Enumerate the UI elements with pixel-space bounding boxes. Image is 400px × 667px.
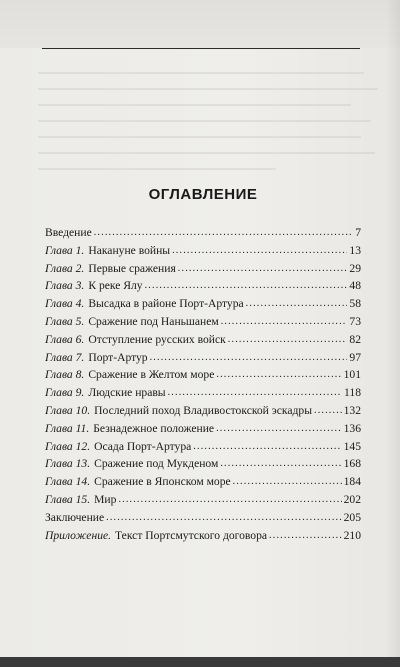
toc-entry-page: 48 — [349, 279, 361, 293]
toc-entry-label: Сражение под Наньшанем — [88, 314, 219, 328]
toc-entry-prefix: Глава 2. — [45, 261, 85, 275]
toc-entry-label: Людские нравы — [88, 386, 166, 400]
toc-entry-prefix: Глава 5. — [45, 314, 85, 328]
toc-leader-dots — [216, 420, 342, 438]
toc-leader-dots — [221, 313, 348, 331]
toc-entry[interactable] — [45, 492, 361, 510]
toc-entry[interactable] — [45, 296, 361, 314]
toc-entry[interactable] — [45, 243, 361, 261]
table-of-contents — [45, 186, 361, 545]
toc-entry-prefix: Глава 14. — [45, 475, 91, 489]
toc-entry-label: Текст Портсмутского договора — [115, 528, 268, 542]
toc-entry-label: Заключение — [45, 510, 105, 524]
toc-leader-dots — [145, 277, 348, 295]
toc-leader-dots — [233, 473, 342, 491]
toc-entry[interactable] — [45, 350, 361, 368]
toc-entry-page: 132 — [343, 403, 361, 417]
toc-entry[interactable] — [45, 528, 361, 546]
toc-entry-prefix: Глава 12. — [45, 439, 91, 453]
toc-entry-page: 29 — [349, 261, 361, 275]
toc-entry[interactable] — [45, 385, 361, 403]
toc-entry-page: 118 — [344, 386, 361, 400]
toc-entry[interactable] — [45, 456, 361, 474]
toc-entry-prefix: Глава 7. — [45, 350, 85, 364]
toc-entry[interactable] — [45, 510, 361, 528]
toc-entry-prefix: Глава 9. — [45, 386, 85, 400]
toc-entry[interactable] — [45, 314, 361, 332]
toc-entry-prefix: Глава 3. — [45, 279, 85, 293]
toc-entry[interactable] — [45, 474, 361, 492]
toc-entry-label: К реке Ялу — [88, 279, 143, 293]
toc-entry-prefix: Глава 4. — [45, 297, 85, 311]
toc-entry[interactable] — [45, 439, 361, 457]
toc-entry[interactable] — [45, 332, 361, 350]
toc-leader-dots — [269, 527, 342, 545]
toc-entry-label: Введение — [45, 226, 92, 239]
toc-entry-prefix: Глава 1. — [45, 243, 85, 257]
toc-entry-page: 184 — [343, 475, 361, 489]
page-bottom-edge — [0, 657, 400, 667]
toc-list — [45, 225, 361, 545]
toc-entry[interactable] — [45, 278, 361, 296]
toc-entry-prefix: Глава 11. — [45, 421, 90, 435]
toc-entry[interactable] — [45, 261, 361, 279]
toc-entry-label: Безнадежное положение — [93, 421, 215, 435]
toc-entry-page: 205 — [343, 510, 361, 524]
toc-entry-prefix: Глава 15. — [45, 492, 91, 506]
toc-title: ОГЛАВЛЕНИЕ — [148, 186, 258, 203]
toc-entry-page: 101 — [343, 368, 361, 382]
toc-entry-prefix: Глава 13. — [45, 457, 91, 471]
toc-entry-page: 58 — [349, 297, 361, 311]
toc-entry-label: Сражение под Мукденом — [94, 457, 219, 471]
toc-entry-prefix: Глава 6. — [45, 332, 85, 346]
toc-entry-label: Порт-Артур — [88, 350, 148, 364]
toc-leader-dots — [118, 491, 341, 509]
toc-entry-label: Мир — [94, 492, 117, 506]
toc-leader-dots — [216, 366, 341, 384]
toc-leader-dots — [220, 455, 341, 473]
toc-entry-page: 210 — [343, 528, 361, 542]
page-top-margin — [0, 0, 400, 48]
toc-leader-dots — [228, 331, 348, 349]
toc-leader-dots — [106, 509, 341, 527]
toc-entry-page: 168 — [343, 457, 361, 471]
toc-entry-page: 97 — [349, 350, 361, 364]
toc-leader-dots — [168, 384, 342, 402]
bleed-through-text — [38, 58, 378, 188]
toc-leader-dots — [150, 349, 348, 367]
toc-entry-page: 136 — [343, 421, 361, 435]
toc-entry-label: Первые сражения — [88, 261, 176, 275]
header-rule — [42, 48, 360, 49]
toc-entry-label: Осада Порт-Артура — [94, 439, 192, 453]
toc-entry-label: Сражение в Японском море — [94, 475, 231, 489]
toc-entry-label: Высадка в районе Порт-Артура — [88, 297, 244, 311]
toc-entry[interactable] — [45, 225, 361, 243]
toc-entry-page: 13 — [349, 243, 361, 257]
toc-entry-prefix: Глава 8. — [45, 368, 85, 382]
toc-entry-label: Отступление русских войск — [88, 332, 226, 346]
toc-entry[interactable] — [45, 403, 361, 421]
toc-leader-dots — [314, 402, 342, 420]
toc-entry[interactable] — [45, 367, 361, 385]
toc-entry-page: 73 — [349, 314, 361, 328]
toc-entry-page: 7 — [355, 226, 361, 239]
toc-entry-label: Последний поход Владивостокской эскадры — [94, 403, 312, 417]
toc-entry-label: Сражение в Желтом море — [88, 368, 215, 382]
toc-entry-page: 202 — [343, 492, 361, 506]
toc-leader-dots — [172, 242, 347, 260]
toc-leader-dots — [178, 260, 348, 278]
toc-leader-dots — [193, 438, 341, 456]
toc-leader-dots — [94, 224, 353, 242]
toc-entry-label: Накануне войны — [88, 243, 171, 257]
toc-entry-prefix: Глава 10. — [45, 403, 91, 417]
toc-entry[interactable] — [45, 421, 361, 439]
toc-entry-prefix: Приложение. — [45, 528, 112, 542]
toc-leader-dots — [246, 295, 348, 313]
toc-entry-page: 145 — [343, 439, 361, 453]
toc-entry-page: 82 — [349, 332, 361, 346]
page-edge-shadow — [386, 0, 400, 667]
